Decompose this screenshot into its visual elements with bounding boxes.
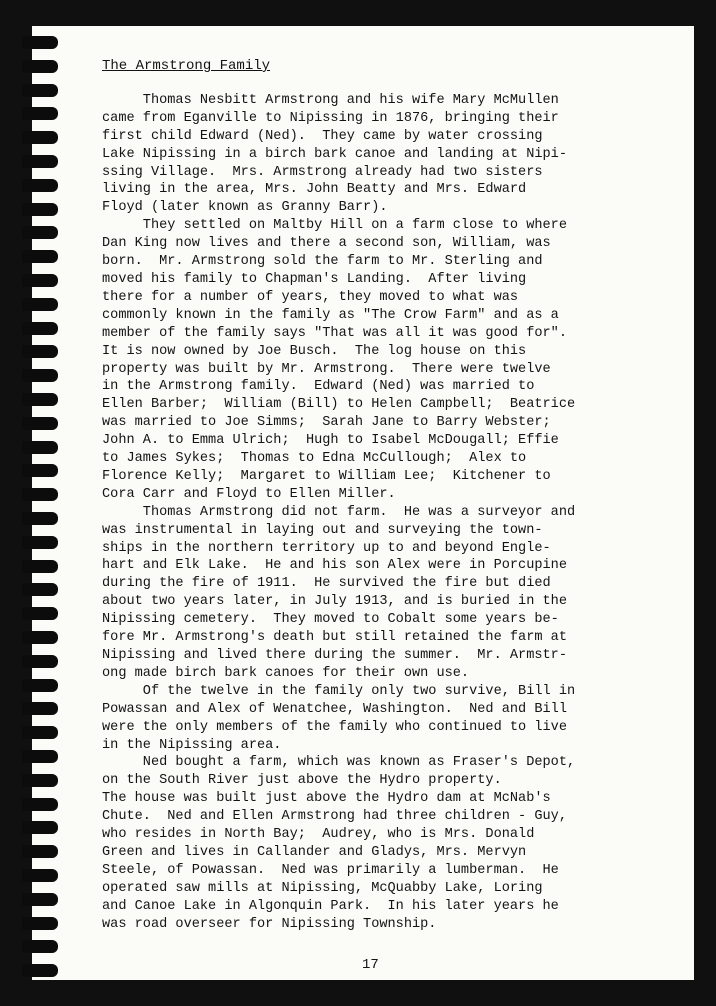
text-line: Green and lives in Callander and Gladys, Mrs. Mervyn: [102, 844, 527, 860]
text-line: Nipissing and lived there during the summer. Mr. Armstr-: [102, 648, 567, 663]
binding-ring: [22, 821, 58, 834]
binding-ring: [22, 393, 58, 406]
text-line: Ned bought a farm, which was known as Fraser's Depot,: [102, 755, 576, 771]
binding-ring: [22, 179, 58, 192]
binding-ring: [22, 298, 58, 311]
document-body: [102, 58, 642, 934]
binding-ring: [22, 560, 58, 573]
binding-ring: [22, 655, 58, 668]
binding-ring: [22, 250, 58, 263]
binding-ring: [22, 726, 58, 739]
text-line: was instrumental in laying out and surveying the town-: [102, 522, 543, 538]
binding-ring: [22, 774, 58, 787]
text-line: hart and Elk Lake. He and his son Alex were in Porcupine: [102, 558, 567, 574]
binding-ring: [22, 203, 58, 216]
text-line: who resides in North Bay; Audrey, who is Mrs. Donald: [102, 827, 535, 843]
binding-ring: [22, 631, 58, 644]
text-line: ships in the northern territory up to and beyond Engle-: [102, 540, 551, 556]
text-line: They settled on Maltby Hill on a farm close to where: [102, 218, 567, 234]
binding-ring: [22, 60, 58, 73]
spiral-binding: [22, 26, 60, 986]
text-line: property was built by Mr. Armstrong. There were twelve: [102, 361, 551, 377]
text-line: ssing Village. Mrs. Armstrong already had two sisters: [102, 164, 543, 180]
text-line: Thomas Nesbitt Armstrong and his wife Mary McMullen: [102, 92, 559, 108]
document-title: The Armstrong Family: [102, 58, 271, 74]
binding-ring: [22, 345, 58, 358]
binding-ring: [22, 441, 58, 454]
binding-ring: [22, 679, 58, 692]
binding-ring: [22, 702, 58, 715]
binding-ring: [22, 917, 58, 930]
text-line: Florence Kelly; Margaret to William Lee; Kitchener to: [102, 468, 551, 484]
text-line: commonly known in the family as "The Crow Farm" and as a: [102, 307, 559, 323]
text-line: Lake Nipissing in a birch bark canoe and landing at Nipi-: [102, 146, 567, 162]
binding-ring: [22, 369, 58, 382]
text-line: Cora Carr and Floyd to Ellen Miller.: [102, 486, 396, 502]
text-line: The house was built just above the Hydro dam at McNab's: [102, 791, 551, 807]
text-line: Powassan and Alex of Wenatchee, Washington. Ned and Bill: [102, 701, 567, 717]
binding-ring: [22, 417, 58, 430]
text-line: moved his family to Chapman's Landing. After living: [102, 271, 527, 287]
text-line: there for a number of years, they moved to what was: [102, 289, 519, 305]
text-line: Floyd (later known as Granny Barr).: [102, 200, 388, 216]
text-line: came from Eganville to Nipissing in 1876, bringing their: [102, 110, 559, 126]
binding-ring: [22, 488, 58, 501]
text-line: Thomas Armstrong did not farm. He was a surveyor and: [102, 504, 576, 520]
binding-ring: [22, 322, 58, 335]
binding-ring: [22, 536, 58, 549]
text-line: Ellen Barber; William (Bill) to Helen Campbell; Beatrice: [102, 397, 576, 413]
text-line: first child Edward (Ned). They came by water crossing: [102, 128, 543, 144]
text-line: fore Mr. Armstrong's death but still retained the farm at: [102, 630, 567, 646]
text-line: about two years later, in July 1913, and is buried in the: [102, 594, 567, 610]
text-line: Of the twelve in the family only two survive, Bill in: [102, 683, 576, 699]
text-line: Chute. Ned and Ellen Armstrong had three children - Guy,: [102, 809, 567, 825]
text-line: was road overseer for Nipissing Township.: [102, 916, 437, 932]
paragraph-lines: [102, 92, 642, 934]
text-line: born. Mr. Armstrong sold the farm to Mr. Sterling and: [102, 254, 543, 270]
text-line: Steele, of Powassan. Ned was primarily a lumberman. He: [102, 862, 559, 878]
binding-ring: [22, 845, 58, 858]
binding-ring: [22, 607, 58, 620]
binding-ring: [22, 274, 58, 287]
text-line: ong made birch bark canoes for their own use.: [102, 665, 470, 681]
text-line: operated saw mills at Nipissing, McQuabby Lake, Loring: [102, 880, 543, 896]
text-line: and Canoe Lake in Algonquin Park. In his later years he: [102, 898, 559, 914]
text-line: John A. to Emma Ulrich; Hugh to Isabel McDougall; Effie: [102, 433, 559, 449]
binding-ring: [22, 964, 58, 977]
text-line: in the Armstrong family. Edward (Ned) was married to: [102, 379, 535, 395]
text-line: member of the family says "That was all it was good for".: [102, 325, 567, 341]
text-line: Dan King now lives and there a second son, William, was: [102, 236, 551, 252]
text-line: in the Nipissing area.: [102, 737, 282, 753]
text-line: was married to Joe Simms; Sarah Jane to Barry Webster;: [102, 415, 551, 431]
text-line: were the only members of the family who continued to live: [102, 719, 567, 735]
text-line: during the fire of 1911. He survived the fire but died: [102, 576, 551, 592]
binding-ring: [22, 893, 58, 906]
binding-ring: [22, 226, 58, 239]
binding-ring: [22, 84, 58, 97]
text-line: to James Sykes; Thomas to Edna McCullough; Alex to: [102, 451, 527, 467]
page-number: 17: [362, 957, 379, 973]
binding-ring: [22, 464, 58, 477]
binding-ring: [22, 750, 58, 763]
binding-ring: [22, 36, 58, 49]
binding-ring: [22, 131, 58, 144]
binding-ring: [22, 107, 58, 120]
text-line: It is now owned by Joe Busch. The log house on this: [102, 343, 527, 359]
binding-ring: [22, 940, 58, 953]
text-line: on the South River just above the Hydro property.: [102, 773, 502, 789]
text-line: Nipissing cemetery. They moved to Cobalt some years be-: [102, 612, 559, 628]
binding-ring: [22, 512, 58, 525]
binding-ring: [22, 583, 58, 596]
binding-ring: [22, 869, 58, 882]
text-line: living in the area, Mrs. John Beatty and Mrs. Edward: [102, 182, 527, 198]
binding-ring: [22, 155, 58, 168]
binding-ring: [22, 798, 58, 811]
